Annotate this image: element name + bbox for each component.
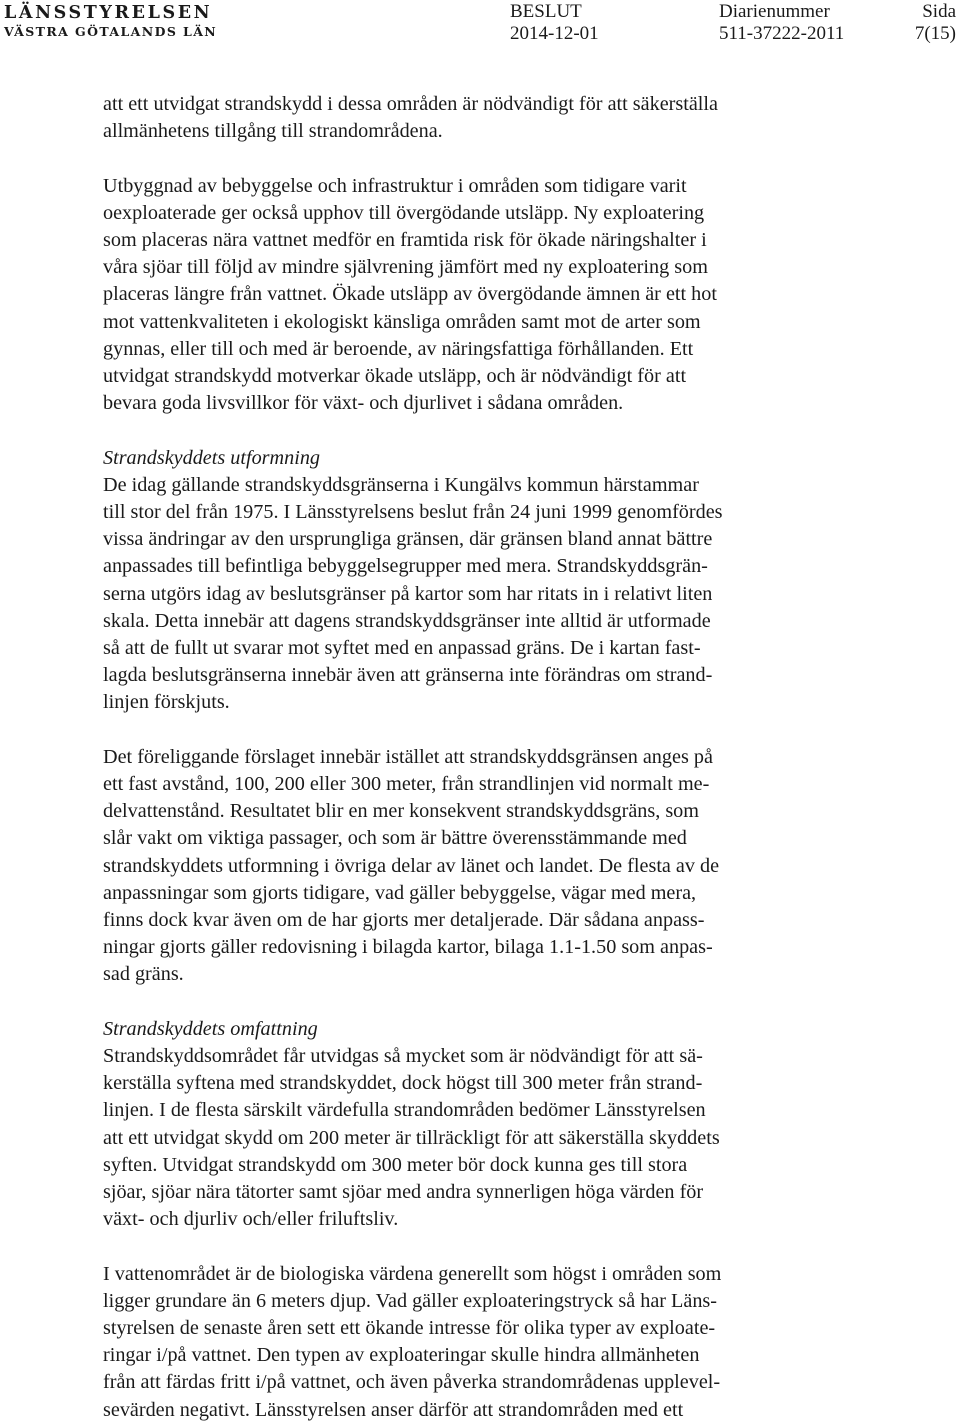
section-scope <box>103 1016 843 1234</box>
text-line: sjöar, sjöar nära tätorter samt sjöar med andra synnerligen höga värden för <box>103 1181 704 1204</box>
text-line: som placeras nära vattnet medför en framtida risk för ökade näringshalter i <box>103 229 707 251</box>
text-line: oexploaterade ger också upphov till övergödande utsläpp. Ny exploatering <box>103 201 705 224</box>
text-line: att ett utvidgat skydd om 200 meter är tillräckligt för att säkerställa skyddets <box>103 1126 720 1149</box>
paragraph-proposal <box>103 744 843 989</box>
section-heading: Strandskyddets omfattning <box>103 1017 318 1040</box>
text-line: skala. Detta innebär att dagens strandskyddsgränser inte alltid är utformade <box>103 609 711 632</box>
text-line: styrelsen de senaste åren sett ett ökande intresse för olika typer av exploate- <box>103 1317 716 1340</box>
text-line: syften. Utvidgat strandskydd om 300 meter bör dock kunna ges till stora <box>103 1153 688 1176</box>
text-line: till stor del från 1975. I Länsstyrelsens beslut från 24 juni 1999 genomfördes <box>103 501 723 524</box>
paragraph-public-access <box>103 91 843 145</box>
text-line: så att de fullt ut svarar mot syftet med en anpassad gräns. De i kartan fast- <box>103 637 701 660</box>
text-line: utvidgat strandskydd motverkar ökade utsläpp, och är nödvändigt för att <box>103 365 687 388</box>
text-line: linjen förskjuts. <box>103 691 230 714</box>
text-line: serna utgörs idag av beslutsgränser på kartor som har ritats in i relativt liten <box>103 582 713 605</box>
text-line: anpassningar som gjorts tidigare, vad gäller bebyggelse, vägar med mera, <box>103 881 697 904</box>
text-line: mot vattenkvaliteten i ekologiskt känsliga områden samt mot de arter som <box>103 310 701 333</box>
authority-logo-region: VÄSTRA GÖTALANDS LÄN <box>4 24 218 39</box>
text-line: våra sjöar till följd av mindre självrening jämfört med ny exploatering som <box>103 256 708 279</box>
paragraph-water-area <box>103 1261 843 1424</box>
text-line: allmänhetens tillgång till strandområdena. <box>103 120 443 143</box>
document-body <box>103 91 843 1424</box>
text-line: ningar gjorts gäller redovisning i bilagda kartor, bilaga 1.1-1.50 som anpas- <box>103 936 713 959</box>
document-type: BESLUT <box>510 1 582 22</box>
text-line: ett fast avstånd, 100, 200 eller 300 meter, från strandlinjen vid normalt me- <box>103 773 710 796</box>
section-design <box>103 445 843 717</box>
text-line: delvattenstånd. Resultatet blir en mer konsekvent strandskyddsgräns, som <box>103 800 699 823</box>
text-line: sevärden negativt. Länsstyrelsen anser därför att strandområden med ett <box>103 1398 684 1421</box>
page-label: Sida <box>922 1 956 22</box>
text-line: slår vakt om viktiga passager, och som är bättre överensstämmande med <box>103 827 687 850</box>
text-line: ligger grundare än 6 meters djup. Vad gäller exploateringstryck så har Läns- <box>103 1289 718 1312</box>
text-line: ringar i/på vattnet. Den typen av exploateringar skulle hindra allmänheten <box>103 1344 700 1367</box>
text-line: anpassades till befintliga bebyggelsegrupper med mera. Strandskyddsgrän- <box>103 555 708 578</box>
text-line: från att färdas fritt i/på vattnet, och även påverka strandområdenas upplevel- <box>103 1371 721 1394</box>
text-line: Strandskyddsområdet får utvidgas så mycket som är nödvändigt för att sä- <box>103 1045 703 1068</box>
text-line: att ett utvidgat strandskydd i dessa områden är nödvändigt för att säkerställa <box>103 93 718 115</box>
registry-number-label: Diarienummer <box>719 1 830 22</box>
text-line: De idag gällande strandskyddsgränserna i Kungälvs kommun härstammar <box>103 473 699 496</box>
text-line: bevara goda livsvillkor för växt- och djurlivet i sådana områden. <box>103 392 624 415</box>
text-line: finns dock kvar även om de har gjorts mer detaljerade. Där sådana anpass- <box>103 909 705 932</box>
authority-logo-name: LÄNSSTYRELSEN <box>4 3 213 23</box>
text-line: växt- och djurliv och/eller friluftsliv. <box>103 1208 399 1231</box>
section-heading: Strandskyddets utformning <box>103 446 321 469</box>
text-line: sad gräns. <box>103 963 184 986</box>
text-line: gynnas, eller till och med är beroende, av näringsfattiga förhållanden. Ett <box>103 337 694 360</box>
text-line: I vattenområdet är de biologiska värdena generellt som högst i områden som <box>103 1262 722 1285</box>
document-date: 2014-12-01 <box>510 23 599 44</box>
page-number: 7(15) <box>914 23 956 44</box>
text-line: lagda beslutsgränserna innebär även att gränserna inte förändras om strand- <box>103 664 713 687</box>
paragraph-eutrophication <box>103 173 843 418</box>
text-line: placeras längre från vattnet. Ökade utsläpp av övergödande ämnen är ett hot <box>103 283 717 306</box>
registry-number: 511-37222-2011 <box>719 23 845 44</box>
text-line: Det föreliggande förslaget innebär istället att strandskyddsgränsen anges på <box>103 745 713 768</box>
text-line: Utbyggnad av bebyggelse och infrastruktur i områden som tidigare varit <box>103 174 687 197</box>
document-header <box>0 0 960 48</box>
text-line: strandskyddets utformning i övriga delar av länet och landet. De flesta av de <box>103 854 720 877</box>
text-line: linjen. I de flesta särskilt värdefulla strandområden bedömer Länsstyrelsen <box>103 1099 706 1122</box>
text-line: kerställa syftena med strandskyddet, dock högst till 300 meter från strand- <box>103 1072 703 1095</box>
text-line: vissa ändringar av den ursprungliga gränsen, där gränsen bland annat bättre <box>103 528 713 551</box>
